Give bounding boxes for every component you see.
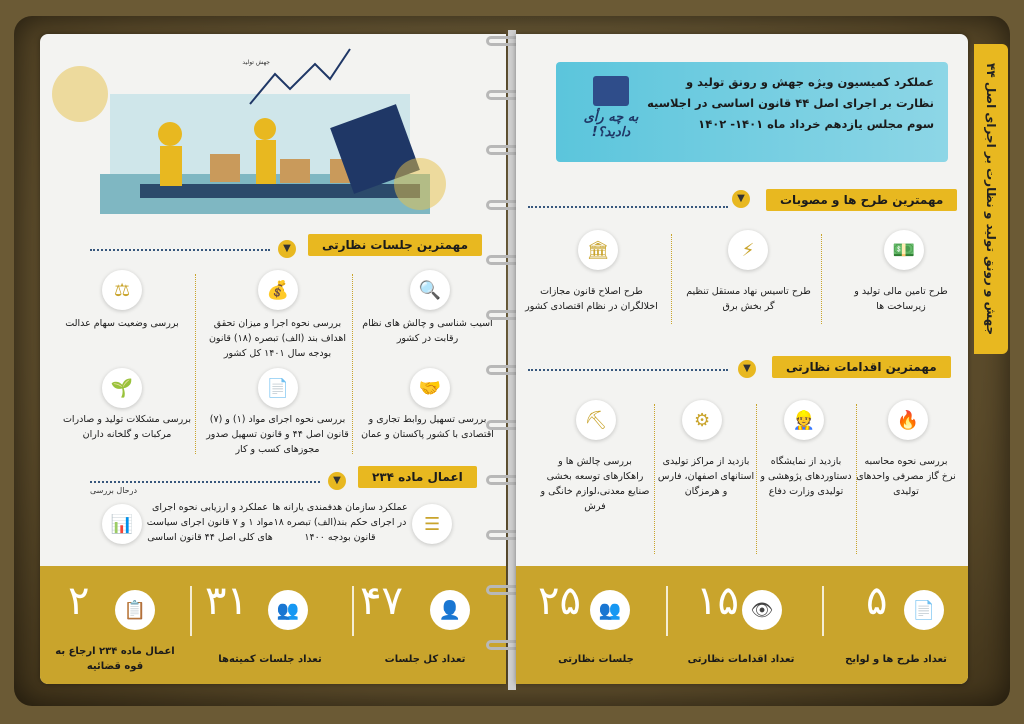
column-divider	[671, 234, 672, 324]
people-icon: 👥	[268, 590, 308, 630]
chevron-down-icon: ▼	[278, 240, 296, 258]
stat-divider	[822, 586, 824, 636]
left-page	[40, 34, 506, 684]
stats-strip	[516, 566, 968, 684]
worker-icon: 👷	[784, 400, 824, 440]
stats-strip	[40, 566, 506, 684]
session-item-2: بررسی نحوه اجرا و میزان تحقق اهداف بند (الف) تبصره (۱۸) قانون بودجه سال ۱۴۰۱ کل کشور	[208, 318, 347, 359]
column-divider	[821, 234, 822, 324]
court-icon: 🏛	[578, 230, 618, 270]
header-banner	[556, 62, 948, 162]
money-icon: 💵	[884, 230, 924, 270]
status-badge: درحال بررسی	[90, 486, 138, 495]
stat-total-sessions-value: ۴۷	[360, 578, 403, 624]
hand-plant-icon: 🌱	[102, 368, 142, 408]
plan-item-1: طرح تامین مالی تولید و زیرساخت ها	[854, 286, 948, 312]
mining-icon: ⛏	[576, 400, 616, 440]
person-icon: 👤	[430, 590, 470, 630]
gas-flame-icon: 🔥	[888, 400, 928, 440]
page-title: عملکرد کمیسیون ویژه جهش و رونق تولید و نظارت بر اجرای اصل ۴۴ قانون اساسی در اجلاسیه سوم مجلس یازدهم خرداد ماه ۱۴۰۱- ۱۴۰۲	[647, 75, 934, 131]
stat-actions-value: ۱۵	[696, 578, 739, 624]
eye-icon: 👁	[742, 590, 782, 630]
sessions-title: مهمترین جلسات نظارتی	[308, 234, 482, 256]
article234-item-2: عملکرد و ارزیابی نحوه اجرای مواد ۱ و ۷ قانون اجرای سیاست های کلی اصل ۴۴ قانون اساسی	[146, 502, 274, 543]
stat-committee-sessions-value: ۳۱	[205, 578, 248, 624]
side-tab	[974, 44, 1008, 354]
right-page	[516, 34, 968, 684]
clipboard-icon: 📋	[115, 590, 155, 630]
stat-actions-label: تعداد اقدامات نظارتی	[687, 654, 795, 665]
list-icon: ☰	[412, 504, 452, 544]
illustration-chart-label: جهش تولید	[242, 59, 270, 66]
session-item-6: بررسی مشکلات تولید و صادرات مرکبات و گلخانه داران	[62, 414, 192, 440]
brand-text: به چه رأی دادید؟!	[583, 110, 639, 140]
stat-plans-label: تعداد طرح ها و لوایح	[845, 654, 947, 665]
column-divider	[856, 404, 857, 554]
session-item-1: آسیب شناسی و چالش های نظام رقابت در کشور	[362, 318, 493, 344]
section-divider	[528, 206, 728, 208]
gears-icon: ⚙	[682, 400, 722, 440]
column-divider	[654, 404, 655, 554]
document-icon: 📄	[904, 590, 944, 630]
group-icon: 👥	[590, 590, 630, 630]
chevron-down-icon: ▼	[738, 360, 756, 378]
action-item-2: بازدید از نمایشگاه دستاوردهای پژوهشی و تولیدی وزارت دفاع	[760, 456, 852, 497]
chevron-down-icon: ▼	[732, 190, 750, 208]
money-bag-icon: 💰	[258, 270, 298, 310]
stat-divider	[190, 586, 192, 636]
stat-total-sessions-label: تعداد کل جلسات	[384, 654, 466, 665]
action-item-1: بررسی نحوه محاسبه نرخ گاز مصرفی واحدهای تولیدی	[856, 456, 956, 497]
actions-title: مهمترین اقدامات نظارتی	[772, 356, 951, 378]
action-item-4: بررسی چالش ها و راهکارهای توسعه بخشی صنایع معدنی،لوازم خانگی و فرش	[540, 456, 650, 512]
action-item-3: بازدید از مراکز تولیدی استانهای اصفهان، فارس و هرمزگان	[657, 456, 755, 497]
session-item-3: بررسی وضعیت سهام عدالت	[65, 318, 179, 329]
stat-sessions-value: ۲۵	[538, 578, 581, 624]
stat-committee-sessions-label: تعداد جلسات کمیته‌ها	[218, 654, 322, 665]
ballot-box-icon	[593, 76, 629, 106]
stat-divider	[666, 586, 668, 636]
chevron-down-icon: ▼	[328, 472, 346, 490]
chart-icon: 📊	[102, 504, 142, 544]
factory-illustration	[40, 34, 506, 224]
column-divider	[195, 274, 196, 454]
plan-item-3: طرح اصلاح قانون مجازات اخلالگران در نظام اقتصادی کشور	[525, 286, 658, 312]
scales-icon: ⚖	[102, 270, 142, 310]
column-divider	[756, 404, 757, 554]
handshake-icon: 🤝	[410, 368, 450, 408]
brand-logo	[566, 76, 656, 146]
article234-item-1: عملکرد سازمان هدفمندی یارانه ها در اجرای حکم بند(الف) تبصره ۱۸ قانون بودجه ۱۴۰۰	[272, 502, 408, 543]
column-divider	[352, 274, 353, 454]
section-divider	[90, 481, 320, 483]
plans-title: مهمترین طرح ها و مصوبات	[766, 189, 957, 211]
session-item-5: بررسی نحوه اجرای مواد (۱) و (۷) قانون اصل ۴۴ و قانون تسهیل صدور مجوزهای کسب و کار	[206, 414, 349, 455]
stat-plans-value: ۵	[866, 578, 888, 624]
document-icon: 📄	[258, 368, 298, 408]
article234-title: اعمال ماده ۲۳۴	[358, 466, 477, 488]
plan-item-2: طرح تاسیس نهاد مستقل تنظیم گر بخش برق	[686, 286, 811, 312]
session-item-4: بررسی تسهیل روابط تجاری و اقتصادی با کشور پاکستان و عمان	[361, 414, 494, 440]
section-divider	[528, 369, 728, 371]
power-icon: ⚡	[728, 230, 768, 270]
stat-sessions-label: جلسات نظارتی	[558, 654, 634, 665]
stat-article234-label: اعمال ماده ۲۳۴ ارجاع به قوه قضائیه	[55, 646, 175, 672]
search-icon: 🔍	[410, 270, 450, 310]
side-tab-label: جهش و رونق تولید و نظارت بر اجرای اصل ۴۴	[984, 62, 998, 336]
stat-article234-value: ۲	[68, 578, 90, 624]
section-divider	[90, 249, 270, 251]
stat-divider	[352, 586, 354, 636]
